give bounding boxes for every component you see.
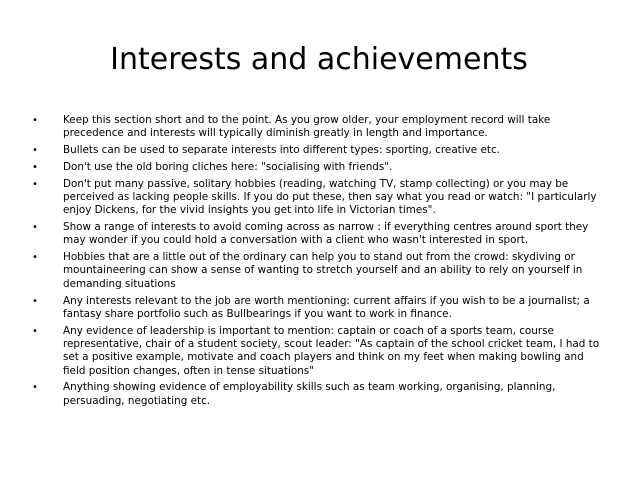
- slide-title: Interests and achievements: [110, 42, 528, 77]
- bullet-marker: •: [32, 222, 38, 234]
- bullet-marker: •: [32, 295, 38, 307]
- bullet-item: [32, 161, 608, 174]
- bullet-text: Don't use the old boring cliches here: "socialising with friends".: [63, 160, 393, 173]
- bullet-item: [32, 251, 608, 291]
- bullet-item: [32, 178, 608, 218]
- bullet-text: Bullets can be used to separate interests into different types: sporting, creative etc.: [63, 144, 500, 157]
- bullet-marker: •: [32, 252, 38, 264]
- bullet-item: [32, 325, 608, 378]
- bullet-text: Anything showing evidence of employability skills such as team working, organising, planning, persuading, negotiating etc.: [63, 381, 556, 407]
- bullet-text: Any interests relevant to the job are worth mentioning: current affairs if you wish to be a journalist; a fantasy share portfolio such as Bullbearings if you want to work in finance.: [63, 294, 590, 320]
- bullet-marker: •: [32, 178, 38, 190]
- bullet-item: [32, 381, 608, 408]
- bullet-text: Any evidence of leadership is important to mention: captain or coach of a sports team, course representative, chair of a student society, scout leader: "As captain of the school cricket team, I had to set a positive example, motivate and coach players and think on my feet when making bowling and field position changes, often in tense situations": [63, 324, 600, 377]
- bullet-text: Don't put many passive, solitary hobbies (reading, watching TV, stamp collecting) or you may be perceived as lacking people skills. If you do put these, then say what you read or watch: "I particularly enjoy Dickens, for the vivid insights you get into life in Victorian times".: [63, 177, 597, 217]
- bullet-marker: •: [32, 382, 38, 394]
- bullet-item: [32, 295, 608, 322]
- bullet-text: Show a range of interests to avoid coming across as narrow : if everything centres around sport they may wonder if you could hold a conversation with a client who wasn't interested in sport.: [63, 221, 589, 247]
- bullet-item: [32, 144, 608, 157]
- bullet-item: [32, 114, 608, 141]
- bullet-list: [32, 114, 608, 411]
- bullet-item: [32, 221, 608, 248]
- bullet-marker: •: [32, 325, 38, 337]
- bullet-text: Hobbies that are a little out of the ordinary can help you to stand out from the crowd: skydiving or mountaineering can show a sense of wanting to stretch yourself and an ability to rely on yourself in demanding situations: [63, 251, 583, 290]
- bullet-marker: •: [32, 161, 38, 173]
- bullet-marker: •: [32, 145, 38, 157]
- bullet-marker: •: [32, 115, 38, 126]
- bullet-text: Keep this section short and to the point. As you grow older, your employment record will take precedence and interests will typically diminish greatly in length and importance.: [63, 114, 551, 140]
